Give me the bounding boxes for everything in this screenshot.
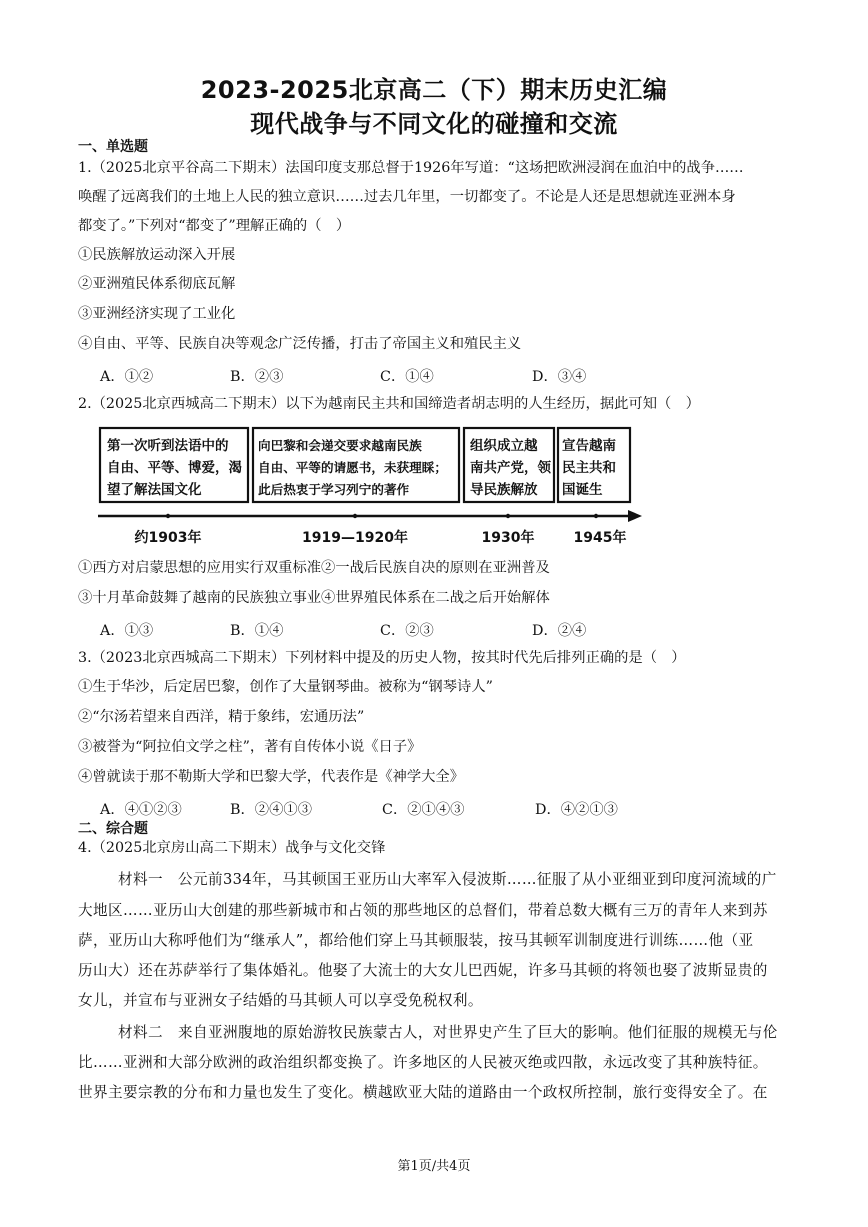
timeline-box-text: 国诞生 [562,482,603,498]
q1-stem-line: 都变了。”下列对“都变了”理解正确的（ ） [78,218,351,234]
timeline-box-1945 [558,428,630,502]
timeline-tick [353,514,357,518]
page-number: 第1页/共4页 [397,1159,471,1174]
timeline-box-text: 自由、平等、博爱，渴 [107,460,242,476]
q4-material-1-line: 大地区……亚历山大创建的那些新城市和占领的那些地区的总督们，带着总数大概有三万的青年人来到苏 [78,902,768,919]
choice-b[interactable]: B．①④ [230,623,284,639]
timeline-arrow-icon [628,510,642,522]
timeline-box-text: 组织成立越 [470,438,538,454]
choice-c[interactable]: C．①④ [380,369,434,385]
timeline-date: 1945年 [573,530,627,546]
q3-item: ④曾就读于那不勒斯大学和巴黎大学，代表作是《神学大全》 [78,769,465,785]
timeline-box-text: 向巴黎和会递交要求越南民族 [258,438,422,453]
q1-stem-line: 1.（2025北京平谷高二下期末）法国印度支那总督于1926年写道：“这场把欧洲浸润在血泊中的战争…… [78,160,744,176]
q4-material-2-line: 比……亚洲和大部分欧洲的政治组织都变换了。许多地区的人民被灭绝或四散，永远改变了其种族特征。 [78,1054,768,1071]
q4-material-2-line: 世界主要宗教的分布和力量也发生了变化。横越欧亚大陆的道路由一个政权所控制，旅行变得安全了。在 [78,1084,768,1101]
q3-stem: 3.（2023北京西城高二下期末）下列材料中提及的历史人物，按其时代先后排列正确的是（ ） [78,650,686,666]
section-single-choice: 一、单选题 [78,139,148,155]
q4-material-2-line: 材料二 来自亚洲腹地的原始游牧民族蒙古人，对世界史产生了巨大的影响。他们征服的规模无与伦 [118,1024,778,1041]
q2-item: ①西方对启蒙思想的应用实行双重标准②一战后民族自决的原则在亚洲普及 [78,560,550,576]
q4-material-1-line: 历山大）还在苏萨举行了集体婚礼。他娶了大流士的大女儿巴西妮，许多马其顿的将领也娶了波斯显贵的 [78,962,768,979]
timeline-box-1919 [253,428,459,502]
choice-d[interactable]: D．④②①③ [535,802,618,818]
choice-b[interactable]: B．②③ [230,369,284,385]
timeline-date: 约1903年 [134,530,202,546]
q4-material-1-line: 材料一 公元前334年，马其顿国王亚历山大率军入侵波斯……征服了从小亚细亚到印度河流域的广 [118,871,777,888]
timeline-box-text: 宣告越南 [562,438,616,454]
timeline-box-1903 [100,428,248,502]
q3-item: ②“尔汤若望来自西洋，精于象纬，宏通历法” [78,709,365,725]
q2-stem: 2.（2025北京西城高二下期末）以下为越南民主共和国缔造者胡志明的人生经历，据此可知（ ） [78,396,700,412]
section-comprehensive: 二、综合题 [78,821,148,837]
choice-d[interactable]: D．②④ [532,623,587,639]
timeline-date: 1919—1920年 [302,530,408,546]
q1-item: ②亚洲殖民体系彻底瓦解 [78,276,236,292]
choice-c[interactable]: C．②③ [380,623,434,639]
title-line-1: 2023-2025北京高二（下）期末历史汇编 [200,76,668,104]
choice-a[interactable]: A．①③ [100,623,154,639]
q1-item: ③亚洲经济实现了工业化 [78,306,236,322]
timeline-box-text: 导民族解放 [470,482,538,498]
timeline-box-text: 南共产党，领 [470,460,551,476]
q4-stem: 4.（2025北京房山高二下期末）战争与文化交锋 [78,840,386,856]
timeline-box-1930 [464,428,554,502]
q3-item: ①生于华沙，后定居巴黎，创作了大量钢琴曲。被称为“钢琴诗人” [78,679,493,695]
title-line-2: 现代战争与不同文化的碰撞和交流 [250,110,618,138]
choice-a[interactable]: A．④①②③ [100,802,182,818]
choice-d[interactable]: D．③④ [532,369,587,385]
q4-material-1-line: 女儿，并宣布与亚洲女子结婚的马其顿人可以享受免税权利。 [78,992,483,1009]
timeline-box-text: 第一次听到法语中的 [107,438,229,454]
q1-item: ①民族解放运动深入开展 [78,247,236,263]
q4-material-1-line: 萨，亚历山大称呼他们为“继承人”，都给他们穿上马其顿服装，按马其顿军训制度进行训练……他（亚 [78,932,754,949]
timeline-box-text: 自由、平等的请愿书，未获理睬； [258,460,447,475]
timeline-tick [166,514,170,518]
choice-a[interactable]: A．①② [100,369,154,385]
choice-b[interactable]: B．②④①③ [230,802,312,818]
timeline-box-text: 望了解法国文化 [107,482,202,498]
timeline-box-text: 此后热衷于学习列宁的著作 [258,482,410,497]
timeline-box-text: 民主共和 [562,460,616,476]
timeline-date: 1930年 [481,530,535,546]
q1-stem-line: 唤醒了远离我们的土地上人民的独立意识……过去几年里，一切都变了。不论是人还是思想就连亚洲本身 [78,189,736,205]
q2-timeline-figure [0,420,868,550]
q2-item: ③十月革命鼓舞了越南的民族独立事业④世界殖民体系在二战之后开始解体 [78,590,550,606]
timeline-tick [594,514,598,518]
choice-c[interactable]: C．②①④③ [382,802,465,818]
q3-item: ③被誉为“阿拉伯文学之柱”，著有自传体小说《日子》 [78,739,422,755]
timeline-tick [506,514,510,518]
q1-item: ④自由、平等、民族自决等观念广泛传播，打击了帝国主义和殖民主义 [78,336,522,352]
